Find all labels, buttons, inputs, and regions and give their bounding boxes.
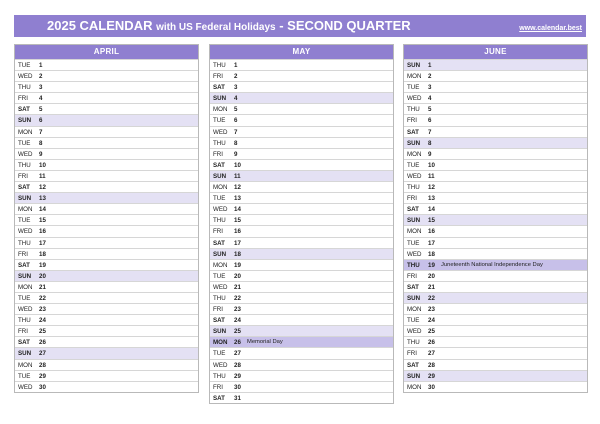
weekday-label: WED [213, 361, 228, 369]
day-number: 5 [428, 106, 432, 114]
weekday-label: FRI [407, 117, 417, 125]
day-row [15, 103, 198, 114]
day-number: 7 [428, 128, 432, 136]
day-number: 16 [234, 228, 241, 236]
day-row [15, 270, 198, 281]
day-number: 25 [234, 328, 241, 336]
day-row [15, 314, 198, 325]
day-number: 8 [234, 139, 238, 147]
day-row [404, 259, 587, 270]
weekday-label: WED [407, 328, 422, 336]
weekday-label: SAT [213, 161, 225, 169]
day-number: 15 [234, 217, 241, 225]
day-row [210, 370, 393, 381]
day-row [15, 214, 198, 225]
day-number: 15 [428, 217, 435, 225]
weekday-label: SAT [18, 106, 30, 114]
weekday-label: THU [18, 317, 31, 325]
month-june [403, 44, 588, 393]
weekday-label: SAT [213, 239, 225, 247]
day-row [210, 292, 393, 303]
day-row [210, 137, 393, 148]
day-row [404, 59, 587, 70]
day-number: 22 [39, 294, 46, 302]
weekday-label: SUN [213, 95, 227, 103]
weekday-label: SUN [18, 272, 32, 280]
weekday-label: WED [407, 172, 422, 180]
day-row [404, 292, 587, 303]
day-row [15, 303, 198, 314]
day-number: 26 [39, 339, 46, 347]
day-number: 29 [39, 372, 46, 380]
day-row [15, 248, 198, 259]
day-number: 4 [234, 95, 238, 103]
day-number: 24 [39, 317, 46, 325]
day-row [404, 359, 587, 370]
day-row [404, 214, 587, 225]
day-number: 11 [234, 172, 241, 180]
weekday-label: WED [18, 73, 33, 81]
day-number: 12 [234, 184, 241, 192]
weekday-label: FRI [213, 228, 223, 236]
day-number: 23 [428, 306, 435, 314]
day-row [404, 270, 587, 281]
day-row [210, 270, 393, 281]
day-row [404, 248, 587, 259]
day-number: 25 [428, 328, 435, 336]
day-row [210, 159, 393, 170]
day-number: 16 [428, 228, 435, 236]
weekday-label: FRI [18, 95, 28, 103]
day-row [210, 347, 393, 358]
day-number: 10 [428, 161, 435, 169]
day-number: 6 [234, 117, 238, 125]
day-number: 21 [234, 283, 241, 291]
weekday-label: TUE [407, 239, 420, 247]
day-row [404, 314, 587, 325]
weekday-label: SUN [407, 372, 421, 380]
weekday-label: SUN [213, 328, 227, 336]
title-subtitle: with US Federal Holidays [156, 22, 276, 33]
day-row [210, 103, 393, 114]
weekday-label: MON [213, 339, 228, 347]
day-row [404, 159, 587, 170]
day-number: 27 [39, 350, 46, 358]
day-row [404, 103, 587, 114]
day-list [210, 59, 393, 403]
weekday-label: MON [18, 361, 33, 369]
day-number: 3 [234, 84, 238, 92]
weekday-label: THU [407, 184, 420, 192]
weekday-label: FRI [18, 328, 28, 336]
weekday-label: TUE [407, 84, 420, 92]
weekday-label: FRI [213, 383, 223, 391]
weekday-label: FRI [407, 350, 417, 358]
day-number: 11 [39, 172, 46, 180]
day-row [15, 292, 198, 303]
day-number: 2 [39, 73, 43, 81]
day-number: 1 [234, 62, 238, 69]
weekday-label: MON [18, 283, 33, 291]
day-row [15, 59, 198, 70]
day-number: 14 [39, 206, 46, 214]
weekday-label: FRI [18, 250, 28, 258]
weekday-label: SAT [18, 339, 30, 347]
day-number: 9 [234, 150, 238, 158]
day-number: 1 [39, 62, 43, 69]
day-row [404, 347, 587, 358]
day-number: 30 [234, 383, 241, 391]
day-number: 29 [234, 372, 241, 380]
day-row [404, 70, 587, 81]
weekday-label: WED [213, 283, 228, 291]
weekday-label: FRI [213, 73, 223, 81]
day-row [404, 126, 587, 137]
day-number: 23 [39, 306, 46, 314]
day-number: 22 [428, 294, 435, 302]
day-number: 12 [428, 184, 435, 192]
day-row [15, 347, 198, 358]
day-number: 21 [428, 283, 435, 291]
day-number: 3 [39, 84, 43, 92]
day-row [404, 114, 587, 125]
title-banner [14, 15, 586, 37]
day-row [15, 336, 198, 347]
weekday-label: THU [213, 139, 226, 147]
day-number: 28 [428, 361, 435, 369]
weekday-label: THU [18, 239, 31, 247]
weekday-label: THU [407, 261, 420, 269]
day-number: 17 [39, 239, 46, 247]
day-row [210, 325, 393, 336]
day-number: 5 [39, 106, 43, 114]
day-row [210, 336, 393, 347]
weekday-label: SUN [407, 294, 421, 302]
day-row [210, 225, 393, 236]
page-title [47, 17, 411, 37]
weekday-label: SUN [18, 117, 32, 125]
day-number: 18 [428, 250, 435, 258]
day-number: 12 [39, 184, 46, 192]
day-number: 14 [428, 206, 435, 214]
weekday-label: THU [407, 106, 420, 114]
day-number: 13 [39, 195, 46, 203]
day-number: 17 [234, 239, 241, 247]
weekday-label: WED [18, 383, 33, 391]
day-row [210, 170, 393, 181]
day-row [210, 59, 393, 70]
month-april [14, 44, 199, 393]
day-row [15, 225, 198, 236]
day-row [210, 81, 393, 92]
weekday-label: FRI [407, 195, 417, 203]
weekday-label: SAT [407, 206, 419, 214]
weekday-label: MON [407, 228, 422, 236]
day-row [210, 314, 393, 325]
day-number: 13 [428, 195, 435, 203]
weekday-label: FRI [213, 306, 223, 314]
day-row [15, 159, 198, 170]
weekday-label: SAT [18, 261, 30, 269]
weekday-label: WED [18, 228, 33, 236]
day-number: 14 [234, 206, 241, 214]
weekday-label: MON [407, 73, 422, 81]
day-row [404, 148, 587, 159]
day-row [210, 192, 393, 203]
weekday-label: TUE [213, 195, 226, 203]
day-row [15, 192, 198, 203]
day-row [210, 259, 393, 270]
day-number: 17 [428, 239, 435, 247]
day-number: 23 [234, 306, 241, 314]
day-row [404, 137, 587, 148]
day-row [210, 92, 393, 103]
day-number: 25 [39, 328, 46, 336]
day-row [210, 248, 393, 259]
weekday-label: SAT [407, 361, 419, 369]
day-row [210, 281, 393, 292]
month-header: MAY [210, 45, 393, 59]
day-row [404, 225, 587, 236]
day-number: 16 [39, 228, 46, 236]
weekday-label: MON [18, 206, 33, 214]
day-number: 7 [39, 128, 43, 136]
day-number: 5 [234, 106, 238, 114]
weekday-label: SUN [213, 250, 227, 258]
day-row [404, 81, 587, 92]
day-row [15, 137, 198, 148]
weekday-label: THU [213, 372, 226, 380]
day-number: 18 [234, 250, 241, 258]
day-number: 10 [39, 161, 46, 169]
day-number: 9 [428, 150, 432, 158]
day-number: 22 [234, 294, 241, 302]
weekday-label: WED [18, 306, 33, 314]
day-number: 3 [428, 84, 432, 92]
weekday-label: SAT [213, 394, 225, 402]
day-number: 13 [234, 195, 241, 203]
day-row [15, 92, 198, 103]
weekday-label: TUE [407, 161, 420, 169]
title-main: 2025 CALENDAR [47, 18, 153, 33]
weekday-label: THU [407, 339, 420, 347]
day-row [15, 114, 198, 125]
site-link[interactable]: www.calendar.best [519, 25, 582, 32]
weekday-label: TUE [18, 139, 31, 147]
day-row [404, 92, 587, 103]
day-row [15, 181, 198, 192]
weekday-label: TUE [18, 294, 31, 302]
weekday-label: SAT [407, 283, 419, 291]
day-row [15, 148, 198, 159]
weekday-label: WED [18, 150, 33, 158]
weekday-label: WED [407, 95, 422, 103]
day-number: 4 [39, 95, 43, 103]
weekday-label: TUE [213, 350, 226, 358]
day-row [210, 148, 393, 159]
weekday-label: TUE [213, 272, 226, 280]
day-number: 7 [234, 128, 238, 136]
day-number: 8 [428, 139, 432, 147]
day-number: 21 [39, 283, 46, 291]
day-row [15, 359, 198, 370]
title-quarter: - SECOND QUARTER [279, 18, 411, 33]
day-row [15, 203, 198, 214]
weekday-label: THU [18, 161, 31, 169]
weekday-label: TUE [18, 372, 31, 380]
weekday-label: SAT [213, 317, 225, 325]
day-row [210, 237, 393, 248]
day-number: 4 [428, 95, 432, 103]
day-number: 15 [39, 217, 46, 225]
day-number: 30 [428, 383, 435, 391]
day-number: 29 [428, 372, 435, 380]
day-row [404, 170, 587, 181]
weekday-label: WED [407, 250, 422, 258]
day-row [15, 126, 198, 137]
day-number: 24 [234, 317, 241, 325]
day-number: 18 [39, 250, 46, 258]
day-row [15, 237, 198, 248]
day-number: 19 [39, 261, 46, 269]
day-number: 1 [428, 62, 432, 69]
day-row [404, 281, 587, 292]
day-row [210, 392, 393, 403]
day-number: 6 [428, 117, 432, 125]
day-number: 30 [39, 383, 46, 391]
day-row [404, 370, 587, 381]
day-number: 11 [428, 172, 435, 180]
day-row [404, 181, 587, 192]
weekday-label: SUN [18, 195, 32, 203]
day-row [404, 303, 587, 314]
weekday-label: MON [213, 106, 228, 114]
day-row [15, 281, 198, 292]
day-number: 19 [428, 261, 435, 269]
weekday-label: TUE [407, 317, 420, 325]
day-number: 9 [39, 150, 43, 158]
day-row [210, 359, 393, 370]
day-row [210, 181, 393, 192]
day-number: 28 [39, 361, 46, 369]
day-row [15, 170, 198, 181]
day-number: 20 [428, 272, 435, 280]
day-number: 2 [234, 73, 238, 81]
holiday-label: Juneteenth National Independence Day [441, 261, 543, 268]
day-number: 8 [39, 139, 43, 147]
weekday-label: SUN [213, 172, 227, 180]
weekday-label: THU [213, 217, 226, 225]
month-may [209, 44, 394, 404]
day-row [210, 303, 393, 314]
day-number: 28 [234, 361, 241, 369]
day-number: 27 [234, 350, 241, 358]
day-row [15, 81, 198, 92]
weekday-label: SAT [213, 84, 225, 92]
day-row [210, 114, 393, 125]
day-number: 24 [428, 317, 435, 325]
weekday-label: SUN [18, 350, 32, 358]
day-number: 27 [428, 350, 435, 358]
day-number: 6 [39, 117, 43, 125]
weekday-label: THU [213, 294, 226, 302]
day-number: 26 [428, 339, 435, 347]
weekday-label: SAT [18, 184, 30, 192]
weekday-label: SUN [407, 139, 421, 147]
day-row [404, 203, 587, 214]
day-number: 31 [234, 394, 241, 402]
weekday-label: MON [407, 306, 422, 314]
weekday-label: SUN [407, 62, 421, 69]
weekday-label: THU [18, 84, 31, 92]
weekday-label: THU [213, 62, 226, 69]
weekday-label: MON [407, 150, 422, 158]
weekday-label: WED [213, 206, 228, 214]
weekday-label: MON [407, 383, 422, 391]
day-row [210, 126, 393, 137]
day-row [404, 381, 587, 392]
weekday-label: SUN [407, 217, 421, 225]
day-list [404, 59, 587, 392]
day-number: 26 [234, 339, 241, 347]
day-list [15, 59, 198, 392]
day-number: 2 [428, 73, 432, 81]
weekday-label: TUE [213, 117, 226, 125]
day-row [15, 259, 198, 270]
day-number: 19 [234, 261, 241, 269]
month-header: APRIL [15, 45, 198, 59]
day-row [404, 336, 587, 347]
day-row [210, 203, 393, 214]
day-row [15, 370, 198, 381]
day-number: 10 [234, 161, 241, 169]
weekday-label: FRI [213, 150, 223, 158]
weekday-label: FRI [18, 172, 28, 180]
day-row [210, 70, 393, 81]
day-row [404, 237, 587, 248]
day-row [404, 325, 587, 336]
weekday-label: FRI [407, 272, 417, 280]
month-header: JUNE [404, 45, 587, 59]
holiday-label: Memorial Day [247, 339, 283, 346]
day-row [15, 381, 198, 392]
day-number: 20 [234, 272, 241, 280]
day-row [210, 214, 393, 225]
weekday-label: TUE [18, 62, 31, 69]
day-row [210, 381, 393, 392]
day-number: 20 [39, 272, 46, 280]
weekday-label: WED [213, 128, 228, 136]
weekday-label: MON [18, 128, 33, 136]
day-row [404, 192, 587, 203]
weekday-label: SAT [407, 128, 419, 136]
weekday-label: MON [213, 184, 228, 192]
weekday-label: TUE [18, 217, 31, 225]
weekday-label: MON [213, 261, 228, 269]
day-row [15, 325, 198, 336]
day-row [15, 70, 198, 81]
